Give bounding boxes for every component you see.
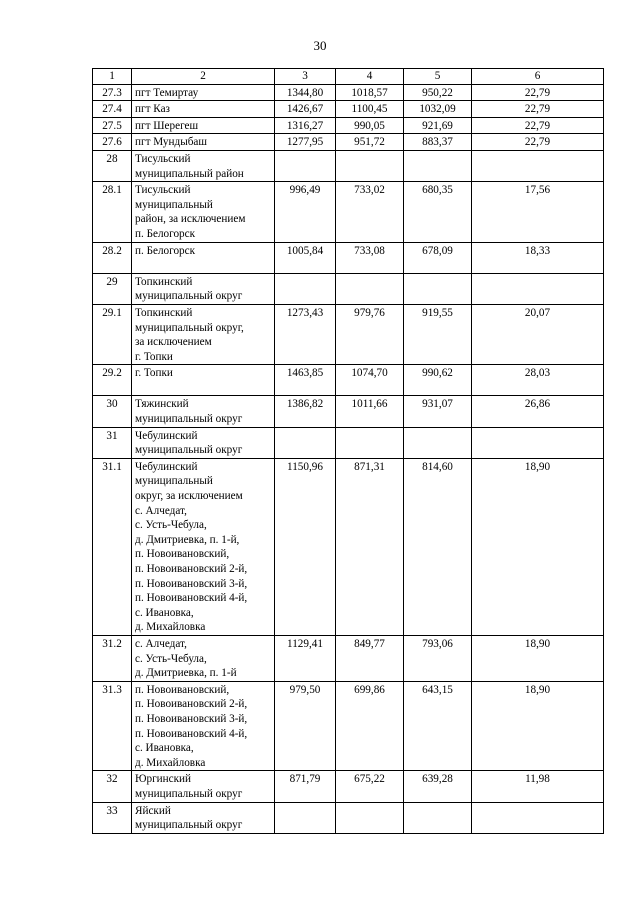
column-header: 4	[336, 69, 404, 85]
page-number: 30	[313, 38, 327, 53]
value-cell-3: 1150,96	[275, 458, 336, 635]
territory-name-line: д. Михайловка	[135, 621, 206, 634]
territory-name-line: п. Новоивановский,	[135, 683, 230, 696]
territory-name-line: округ, за исключением	[135, 490, 243, 503]
territory-name-line: Юргинский	[135, 773, 192, 786]
table-row	[93, 427, 604, 458]
row-number: 27.5	[93, 117, 132, 134]
territory-name	[132, 427, 275, 458]
table-row	[93, 273, 604, 304]
territory-name-line: г. Топки	[135, 367, 173, 380]
value-cell-6: 18,90	[472, 635, 604, 681]
row-number: 31.3	[93, 681, 132, 771]
row-number: 31.1	[93, 458, 132, 635]
column-header: 6	[472, 69, 604, 85]
column-header: 3	[275, 69, 336, 85]
value-cell-6: 18,33	[472, 242, 604, 273]
territory-name-line: п. Новоивановский 4-й,	[135, 727, 248, 740]
value-cell-3: 871,79	[275, 771, 336, 802]
value-cell-5	[404, 273, 472, 304]
territory-name-line: муниципальный округ	[135, 444, 243, 457]
value-cell-4: 1018,57	[336, 84, 404, 101]
value-cell-4: 979,76	[336, 304, 404, 364]
value-cell-4	[336, 427, 404, 458]
territory-name-line: муниципальный округ	[135, 819, 243, 832]
territory-name	[132, 242, 275, 273]
value-cell-5: 921,69	[404, 117, 472, 134]
table-row	[93, 117, 604, 134]
territory-name-line: п. Новоивановский 2-й,	[135, 698, 248, 711]
value-cell-6: 22,79	[472, 134, 604, 151]
table-row	[93, 150, 604, 181]
territory-name-line: Чебулинский	[135, 460, 198, 473]
value-cell-4: 951,72	[336, 134, 404, 151]
territory-name-line: пгт Темиртау	[135, 86, 199, 99]
value-cell-6	[472, 427, 604, 458]
territory-name	[132, 150, 275, 181]
territory-name-line: Тисульский	[135, 152, 191, 165]
territory-name-line: за исключением	[135, 336, 212, 349]
value-cell-5: 1032,09	[404, 101, 472, 118]
territory-name-line: Тяжинский	[135, 398, 189, 411]
territory-name-line: п. Новоивановский 3-й,	[135, 712, 248, 725]
value-cell-3: 1426,67	[275, 101, 336, 118]
territory-name-line: д. Дмитриевка, п. 1-й,	[135, 533, 240, 546]
value-cell-5	[404, 802, 472, 833]
territory-name-line: г. Топки	[135, 350, 173, 363]
territory-name-line: п. Новоивановский,	[135, 548, 230, 561]
table-row	[93, 681, 604, 771]
territory-name	[132, 458, 275, 635]
tariff-table	[92, 68, 604, 834]
value-cell-4: 871,31	[336, 458, 404, 635]
value-cell-5: 680,35	[404, 182, 472, 242]
table-row	[93, 134, 604, 151]
value-cell-5: 678,09	[404, 242, 472, 273]
territory-name	[132, 117, 275, 134]
territory-name	[132, 771, 275, 802]
territory-name	[132, 802, 275, 833]
table-row	[93, 396, 604, 427]
territory-name	[132, 273, 275, 304]
table-row	[93, 84, 604, 101]
value-cell-3: 1386,82	[275, 396, 336, 427]
territory-name	[132, 365, 275, 396]
value-cell-3	[275, 150, 336, 181]
territory-name-line: п. Белогорск	[135, 227, 196, 240]
value-cell-4: 849,77	[336, 635, 404, 681]
territory-name-line: с. Алчедат,	[135, 637, 187, 650]
row-number: 27.3	[93, 84, 132, 101]
territory-name-line: д. Дмитриевка, п. 1-й	[135, 667, 237, 680]
row-number: 29.1	[93, 304, 132, 364]
territory-name-line: с. Усть-Чебула,	[135, 519, 207, 532]
territory-name-line: муниципальный район	[135, 167, 244, 180]
value-cell-5: 931,07	[404, 396, 472, 427]
territory-name-line: Чебулинский	[135, 429, 198, 442]
row-number: 28.1	[93, 182, 132, 242]
row-number: 31.2	[93, 635, 132, 681]
row-number: 27.6	[93, 134, 132, 151]
territory-name-line: муниципальный округ	[135, 413, 243, 426]
column-header: 2	[132, 69, 275, 85]
value-cell-4: 699,86	[336, 681, 404, 771]
territory-name-line: муниципальный	[135, 198, 213, 211]
value-cell-3: 1273,43	[275, 304, 336, 364]
row-number: 30	[93, 396, 132, 427]
value-cell-3: 1316,27	[275, 117, 336, 134]
value-cell-5: 639,28	[404, 771, 472, 802]
territory-name	[132, 396, 275, 427]
column-header: 5	[404, 69, 472, 85]
value-cell-6	[472, 273, 604, 304]
territory-name-line: Топкинский	[135, 275, 193, 288]
table-row	[93, 458, 604, 635]
value-cell-6: 18,90	[472, 458, 604, 635]
territory-name-line: муниципальный округ	[135, 290, 243, 303]
territory-name	[132, 304, 275, 364]
value-cell-3: 1277,95	[275, 134, 336, 151]
table-row	[93, 101, 604, 118]
territory-name-line: п. Новоивановский 4-й,	[135, 592, 248, 605]
value-cell-6: 28,03	[472, 365, 604, 396]
value-cell-6: 22,79	[472, 84, 604, 101]
territory-name-line: с. Ивановка,	[135, 742, 194, 755]
territory-name-line	[135, 258, 271, 273]
value-cell-6	[472, 150, 604, 181]
territory-name-line: Тисульский	[135, 184, 191, 197]
value-cell-5: 950,22	[404, 84, 472, 101]
value-cell-3: 1463,85	[275, 365, 336, 396]
value-cell-5: 793,06	[404, 635, 472, 681]
territory-name-line: муниципальный округ,	[135, 321, 244, 334]
territory-name-line: с. Усть-Чебула,	[135, 652, 207, 665]
territory-name-line: п. Новоивановский 2-й,	[135, 563, 248, 575]
row-number: 28	[93, 150, 132, 181]
value-cell-4	[336, 273, 404, 304]
value-cell-5: 919,55	[404, 304, 472, 364]
table-row	[93, 182, 604, 242]
row-number: 28.2	[93, 242, 132, 273]
row-number: 33	[93, 802, 132, 833]
territory-name-line: Топкинский	[135, 306, 193, 319]
territory-name-line: с. Алчедат,	[135, 504, 187, 517]
value-cell-5: 814,60	[404, 458, 472, 635]
territory-name-line: п. Новоивановский 3-й,	[135, 577, 248, 590]
territory-name-line: пгт Шерегеш	[135, 119, 199, 132]
value-cell-6: 17,56	[472, 182, 604, 242]
value-cell-4: 1011,66	[336, 396, 404, 427]
value-cell-4	[336, 150, 404, 181]
value-cell-3: 1129,41	[275, 635, 336, 681]
territory-name	[132, 635, 275, 681]
value-cell-5	[404, 150, 472, 181]
territory-name-line	[135, 381, 271, 396]
value-cell-6: 22,79	[472, 101, 604, 118]
table-row	[93, 771, 604, 802]
value-cell-4: 675,22	[336, 771, 404, 802]
territory-name-line: д. Михайловка	[135, 756, 206, 769]
row-number: 27.4	[93, 101, 132, 118]
territory-name	[132, 681, 275, 771]
value-cell-4: 990,05	[336, 117, 404, 134]
value-cell-5: 643,15	[404, 681, 472, 771]
territory-name-line: муниципальный	[135, 475, 213, 488]
territory-name	[132, 134, 275, 151]
territory-name	[132, 182, 275, 242]
table-row	[93, 802, 604, 833]
row-number: 31	[93, 427, 132, 458]
value-cell-6: 22,79	[472, 117, 604, 134]
value-cell-4: 733,08	[336, 242, 404, 273]
value-cell-3: 979,50	[275, 681, 336, 771]
value-cell-6: 26,86	[472, 396, 604, 427]
value-cell-6: 18,90	[472, 681, 604, 771]
row-number: 29.2	[93, 365, 132, 396]
territory-name-line: муниципальный округ	[135, 787, 243, 800]
value-cell-4: 1074,70	[336, 365, 404, 396]
value-cell-6	[472, 802, 604, 833]
table-row	[93, 242, 604, 273]
territory-name-line: район, за исключением	[135, 213, 246, 226]
value-cell-5: 883,37	[404, 134, 472, 151]
territory-name	[132, 84, 275, 101]
table-header-row	[93, 69, 604, 85]
value-cell-6: 20,07	[472, 304, 604, 364]
value-cell-3: 1344,80	[275, 84, 336, 101]
value-cell-4	[336, 802, 404, 833]
territory-name-line: с. Ивановка,	[135, 606, 194, 619]
territory-name-line: пгт Каз	[135, 103, 170, 116]
territory-name	[132, 101, 275, 118]
territory-name-line: пгт Мундыбаш	[135, 136, 207, 149]
column-header: 1	[93, 69, 132, 85]
value-cell-5	[404, 427, 472, 458]
row-number: 29	[93, 273, 132, 304]
value-cell-4: 733,02	[336, 182, 404, 242]
territory-name-line: п. Белогорск	[135, 244, 196, 257]
row-number: 32	[93, 771, 132, 802]
table-row	[93, 365, 604, 396]
value-cell-6: 11,98	[472, 771, 604, 802]
value-cell-5: 990,62	[404, 365, 472, 396]
value-cell-3	[275, 427, 336, 458]
table-row	[93, 304, 604, 364]
value-cell-3: 996,49	[275, 182, 336, 242]
table-row	[93, 635, 604, 681]
value-cell-4: 1100,45	[336, 101, 404, 118]
value-cell-3	[275, 273, 336, 304]
value-cell-3: 1005,84	[275, 242, 336, 273]
territory-name-line: Яйский	[135, 804, 171, 817]
value-cell-3	[275, 802, 336, 833]
